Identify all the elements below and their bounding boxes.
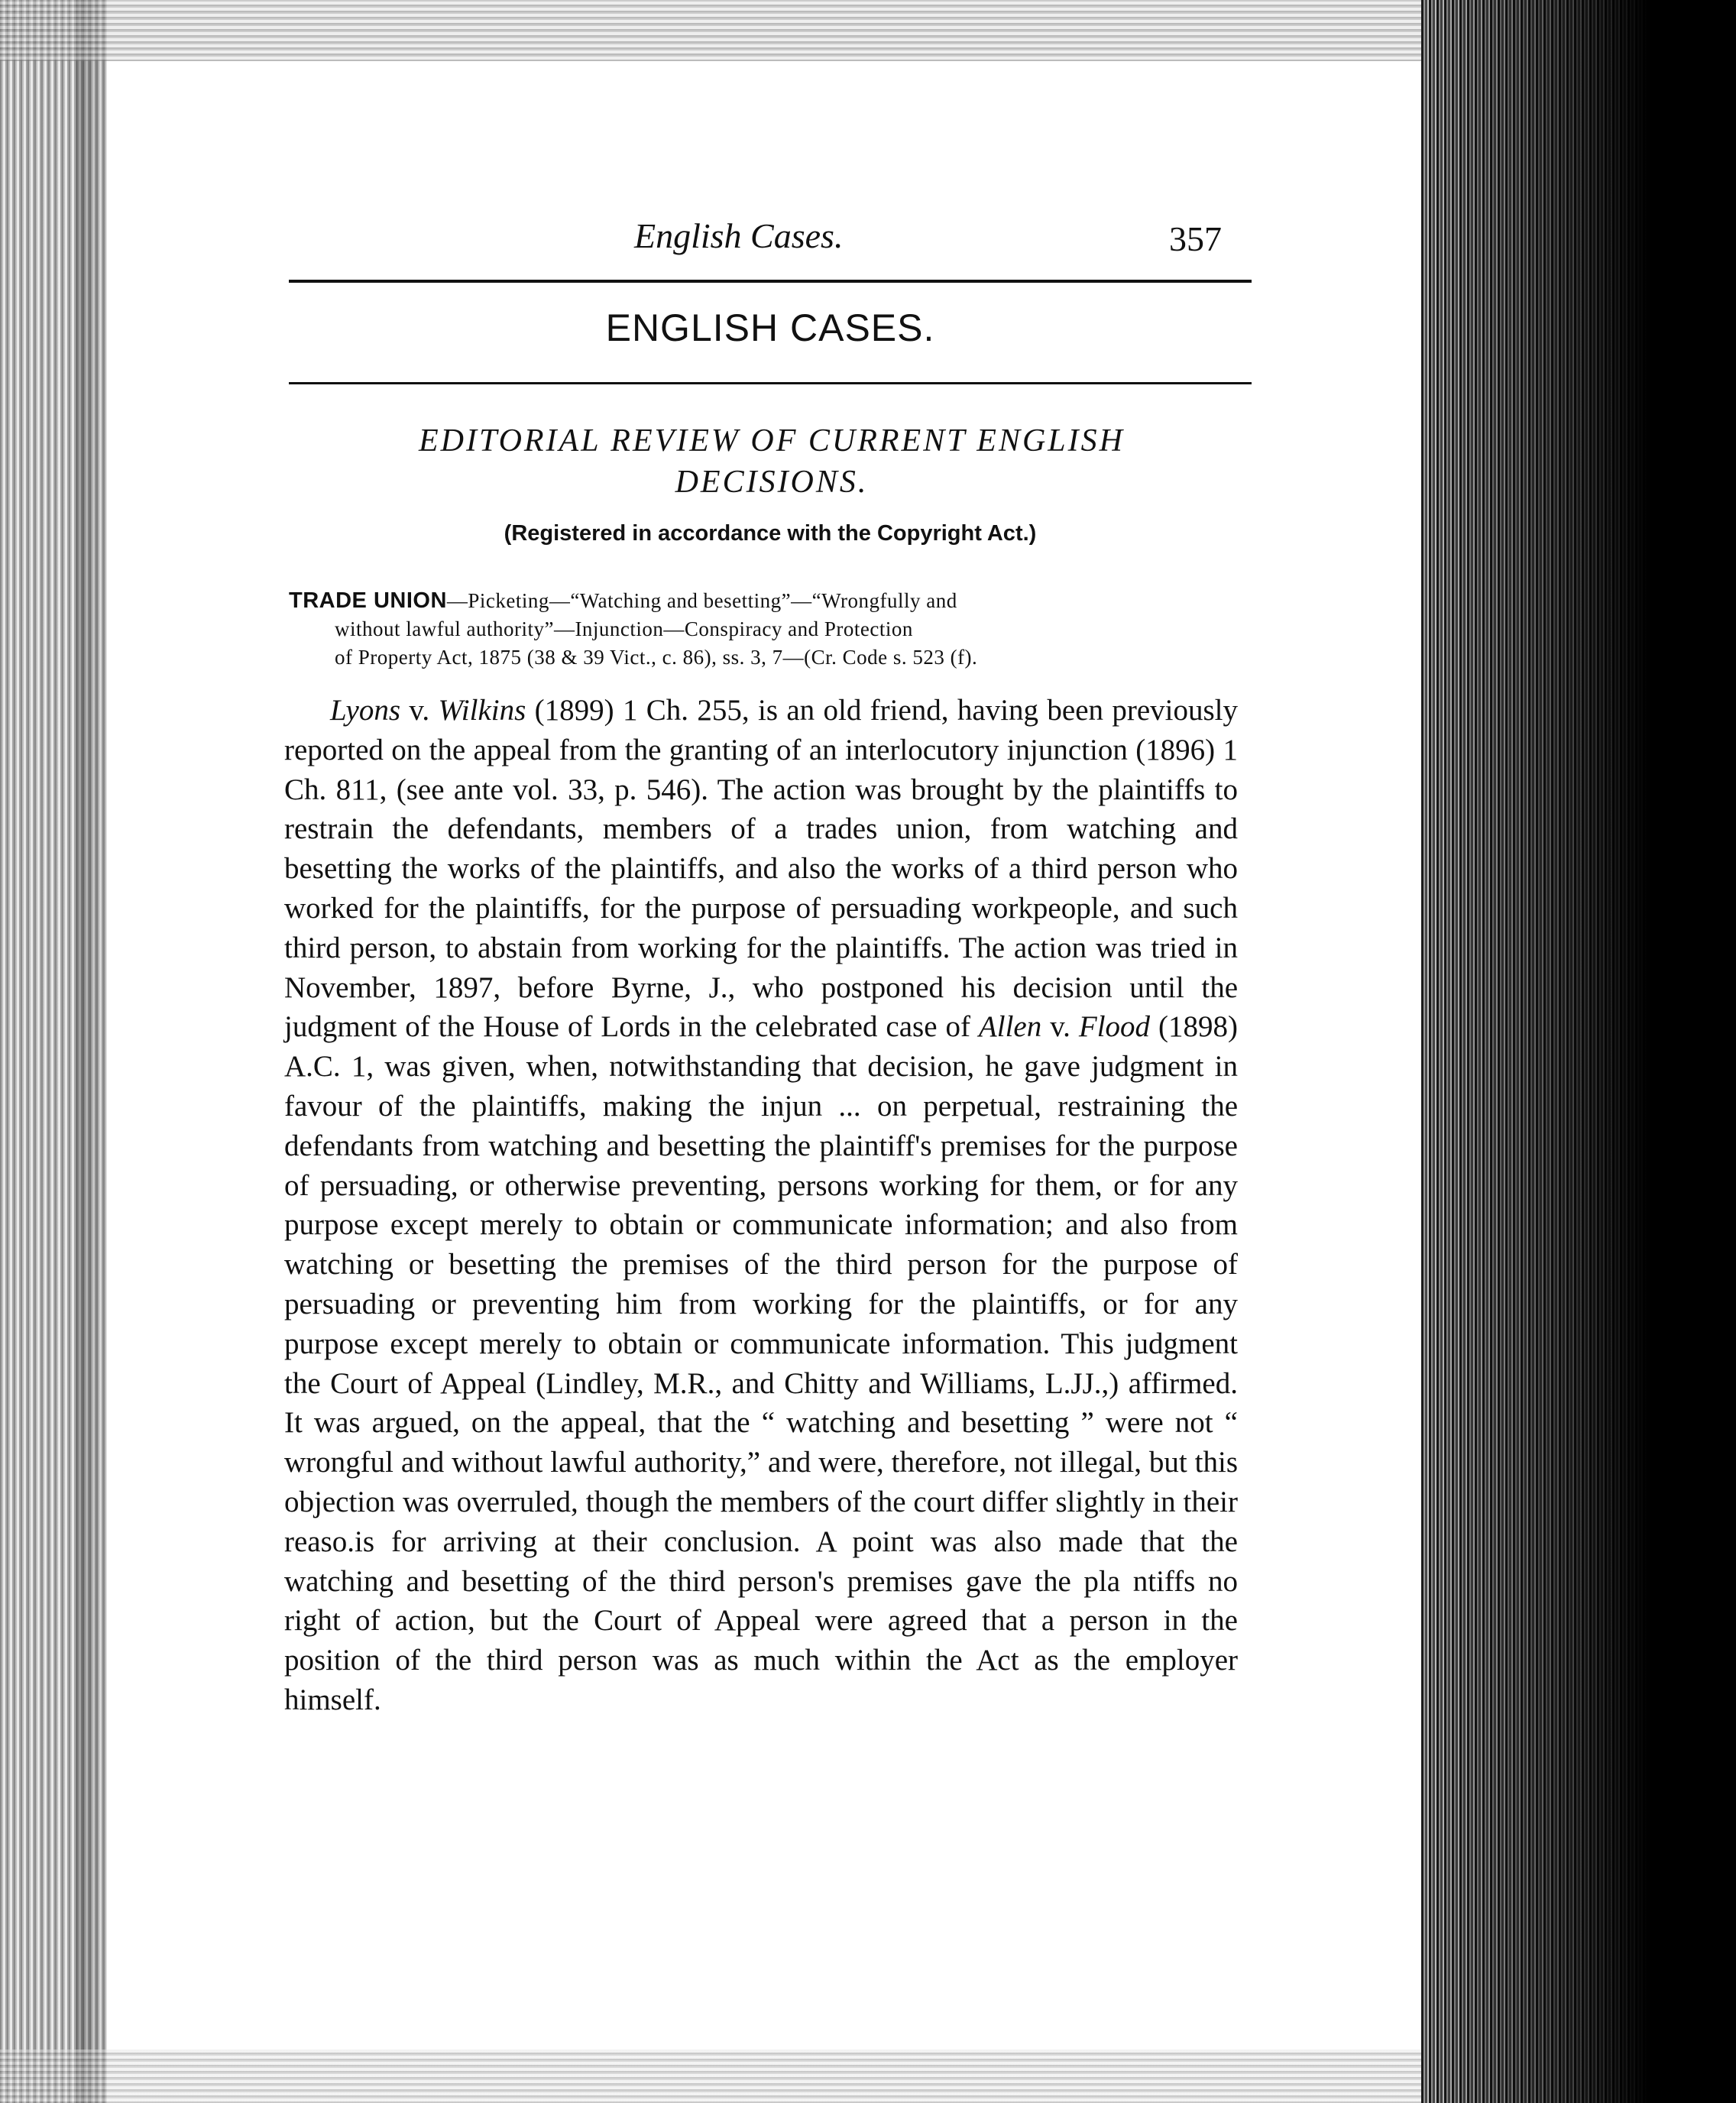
versus-1: v. xyxy=(400,694,439,727)
running-title: English Cases. xyxy=(634,216,844,255)
section-title: ENGLISH CASES. xyxy=(605,306,935,349)
headnote-line-3: of Property Act, 1875 (38 & 39 Vict., c. 86), ss. 3, 7—(Cr. Code s. 523 (f). xyxy=(335,646,978,669)
case-name-allen: Allen xyxy=(978,1010,1042,1044)
case-paragraph xyxy=(284,691,1238,1720)
case-name-flood: Flood xyxy=(1078,1010,1151,1044)
case-name-lyons: Lyons xyxy=(330,694,401,727)
copyright-note: (Registered in accordance with the Copyright Act.) xyxy=(504,521,1037,546)
review-title xyxy=(336,420,1207,503)
headnote-subject: TRADE UNION xyxy=(289,588,447,613)
review-title-line-2: DECISIONS. xyxy=(675,465,869,500)
section-rule xyxy=(289,382,1252,384)
review-title-line-1: EDITORIAL REVIEW OF CURRENT ENGLISH xyxy=(419,423,1125,459)
case-report-body xyxy=(284,691,1238,1720)
paragraph-text-2: (1898) A.C. 1, was given, when, notwithstanding that decision, he gave judgment in favour of the plaintiffs, making the injun ... on perpetual, restraining the defendants from watching and besetting the plaintiff's premises for the purpose of persuading, or otherwise preventing, persons working for them, or for any purpose except merely to obtain or communicate information; and also from watching or besetting the premises of the third person for the purpose of persuading or preventing him from working for the plaintiffs, or for any purpose except merely to obtain or communicate information. This judgment the Court of Appeal (Lindley, M.R., and Chitty and Williams, L.JJ.,) affirmed. It was argued, on the appeal, that the “ watching and besetting ” were not “ wrongful and without lawful authority,” and were, therefore, not illegal, but this objection was overruled, though the members of the court differ slightly in their reaso.is for arriving at their conclusion. A point was also made that the watching and besetting of the third person's premises gave the pla ntiffs no right of action, but the Court of Appeal were agreed that a person in the position of the third person was as much within the Act as the employer himself. xyxy=(284,1010,1238,1716)
header-rule xyxy=(289,280,1252,283)
headnote-line-1-text: —Picketing—“Watching and besetting”—“Wrongfully and xyxy=(446,589,957,612)
headnote-line-2: without lawful authority”—Injunction—Conspiracy and Protection xyxy=(335,617,913,640)
versus-2: v. xyxy=(1041,1010,1079,1044)
headnote-line-1 xyxy=(289,587,1253,615)
running-head xyxy=(275,215,1253,261)
page-number: 357 xyxy=(1169,219,1222,258)
paragraph-text-1: (1899) 1 Ch. 255, is an old friend, having been previously reported on the appeal from the granting of an interlocutory injunction (1896) 1 Ch. 811, (see ante vol. 33, p. 546). The action was brought by the plaintiffs to restrain the defendants, members of a trades union, from watching and besetting the works of the plaintiffs, and also the works of a third person who worked for the plaintiffs, for the purpose of persuading workpeople, and such third person, to abstain from working for the plaintiffs. The action was tried in November, 1897, before Byrne, J., who postponed his decision until the judgment of the House of Lords in the celebrated case of xyxy=(284,694,1239,1044)
case-name-wilkins: Wilkins xyxy=(438,694,526,727)
headnote xyxy=(289,587,1253,672)
